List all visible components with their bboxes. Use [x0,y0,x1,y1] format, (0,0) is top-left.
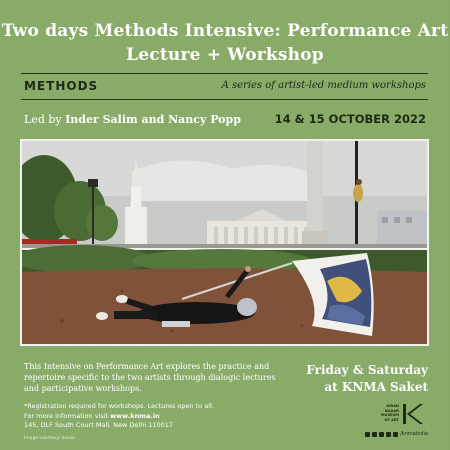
photo-collage [20,139,429,346]
series-tagline: A series of artist-led medium workshops [221,80,426,91]
facebook-icon[interactable] [372,432,377,437]
photo-collage-image [22,141,427,344]
divider-bottom [21,99,428,100]
knma-mark-icon [402,403,424,425]
title-line-2: Lecture + Workshop [126,45,324,65]
event-dates: 14 & 15 OCTOBER 2022 [274,112,426,126]
logo-wordmark [371,404,399,422]
twitter-icon[interactable] [379,432,384,437]
social-links [365,431,428,437]
artist-names: Inder Salim and Nancy Popp [65,113,241,126]
bottom-photo [22,245,427,344]
logo-line-4: OF ART [384,417,399,422]
registration-info [24,402,324,431]
instagram-icon[interactable] [365,432,370,437]
schedule-venue: at KNMA Saket [324,380,428,394]
logo-line-3: MUSEUM [380,413,399,417]
registration-note: *Registration required for workshops. Lectures open to all. [24,402,214,410]
image-credit: Image courtesy: xxxxx [24,436,75,441]
more-info-prefix: For more information visit [24,411,111,420]
poster-title [0,19,450,67]
more-info-line [24,412,324,422]
top-photo [22,141,427,248]
event-description: This Intensive on Performance Art explores the practice and repertoire specific to the two artists through dialogic lectures and participative workshops. [24,362,276,393]
logo-line-2: NADAR [384,408,399,413]
led-by-prefix: Led by [24,113,66,126]
website-link[interactable]: www.knma.in [110,411,160,420]
knma-logo [371,403,429,427]
linkedin-icon[interactable] [393,432,398,437]
led-by [24,113,241,126]
youtube-icon[interactable] [386,432,391,437]
divider-top [21,73,428,74]
series-brand: METHODS [24,79,99,93]
schedule-days: Friday & Saturday [306,363,428,377]
event-schedule [306,362,428,396]
logo-line-1: KIRAN [386,404,399,408]
social-handle[interactable]: /knmaindia [400,431,428,437]
venue-address: 145, DLF South Court Mall, New Delhi 110017 [24,421,174,429]
title-line-1: Two days Methods Intensive: Performance Art [1,21,449,41]
